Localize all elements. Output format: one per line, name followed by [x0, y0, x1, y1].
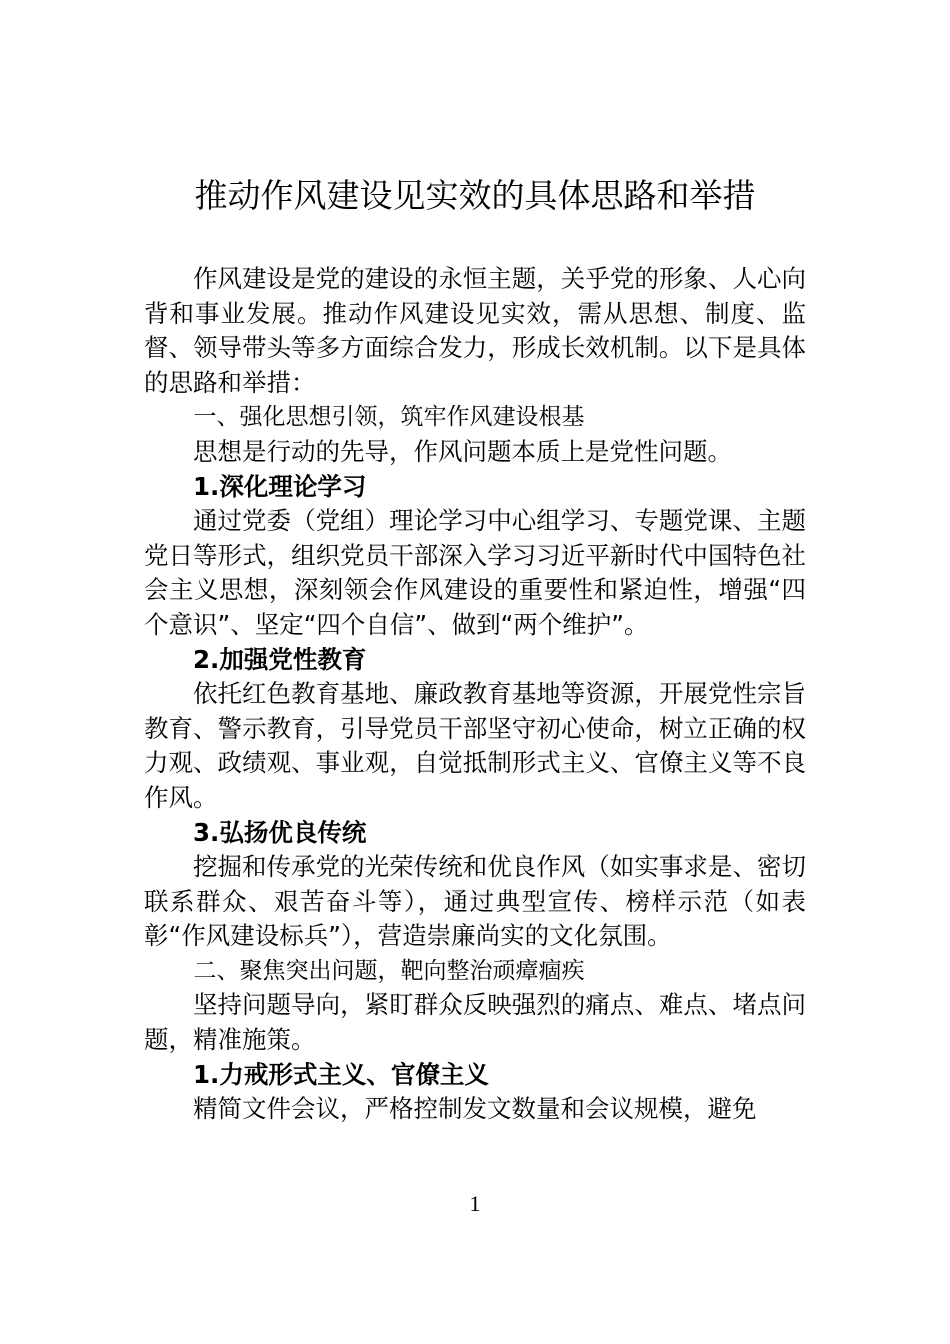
- paragraph-1-3: 挖掘和传承党的光荣传统和优良作风（如实事求是、密切联系群众、艰苦奋斗等），通过典型宣传、榜样示范（如表彰“作风建设标兵”），营造崇廉尚实的文化氛围。: [144, 852, 806, 951]
- section-heading-1: 一、强化思想引领，筑牢作风建设根基: [193, 404, 585, 431]
- section-2-intro: 坚持问题导向，紧盯群众反映强烈的痛点、难点、堵点问题，精准施策。: [144, 990, 806, 1055]
- subheading-1-1: 1.深化理论学习: [193, 471, 367, 501]
- intro-paragraph: 作风建设是党的建设的永恒主题，关乎党的形象、人心向背和事业发展。推动作风建设见实效，需从思想、制度、监督、领导带头等多方面综合发力，形成长效机制。以下是具体的思路和举措：: [144, 264, 806, 397]
- page-number: 1: [469, 1191, 481, 1216]
- subheading-2-1: 1.力戒形式主义、官僚主义: [193, 1059, 489, 1089]
- section-1-intro: 思想是行动的先导，作风问题本质上是党性问题。: [193, 436, 732, 466]
- paragraph-1-2: 依托红色教育基地、廉政教育基地等资源，开展党性宗旨教育、警示教育，引导党员干部坚守初心使命，树立正确的权力观、政绩观、事业观，自觉抵制形式主义、官僚主义等不良作风。: [144, 679, 806, 812]
- subheading-1-2: 2.加强党性教育: [193, 644, 367, 674]
- paragraph-2-1: 精简文件会议，严格控制发文数量和会议规模，避免: [193, 1094, 757, 1124]
- section-heading-2: 二、聚焦突出问题，靶向整治顽瘴痼疾: [193, 957, 585, 984]
- document-title: 推动作风建设见实效的具体思路和举措: [194, 176, 756, 215]
- document-body: [144, 262, 806, 1127]
- subheading-1-3: 3.弘扬优良传统: [193, 817, 367, 847]
- paragraph-1-1: 通过党委（党组）理论学习中心组学习、专题党课、主题党日等形式，组织党员干部深入学习习近平新时代中国特色社会主义思想，深刻领会作风建设的重要性和紧迫性，增强“四个意识”、坚定“四个自信”、做到“两个维护”。: [144, 506, 806, 639]
